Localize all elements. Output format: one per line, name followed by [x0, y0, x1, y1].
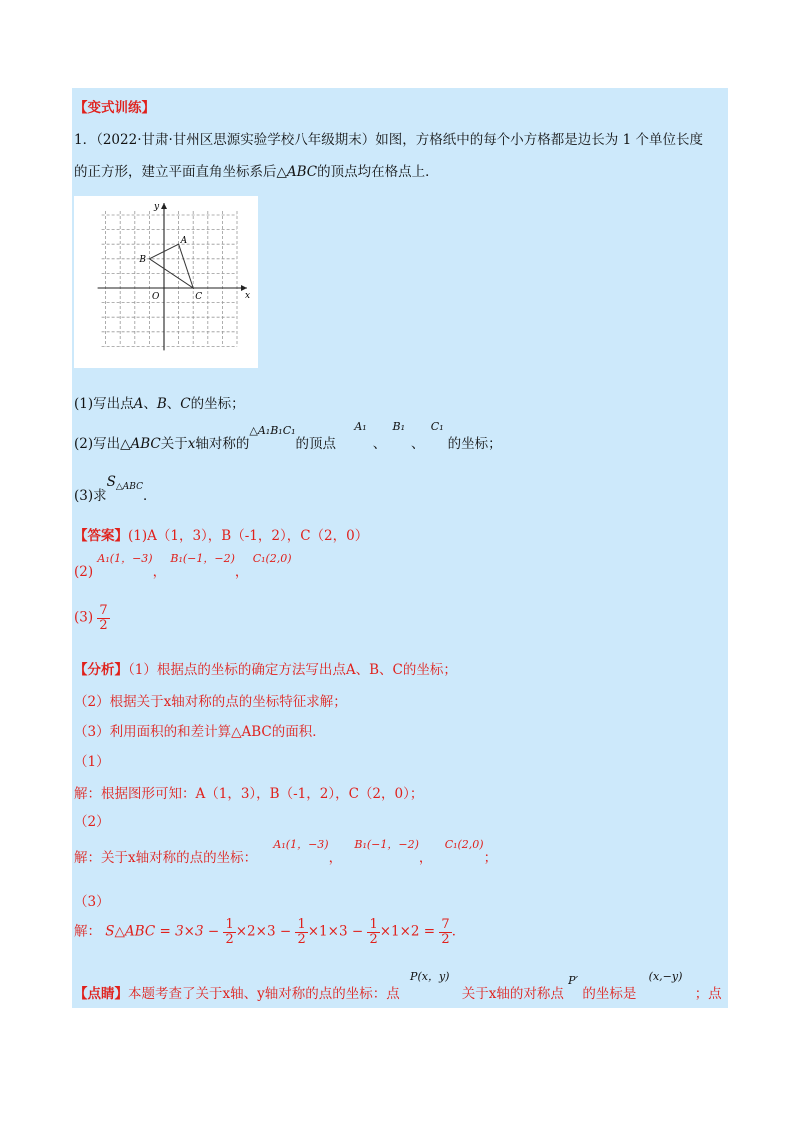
- answer-line-3: (3) $\frac{7}{2}$: [74, 603, 108, 633]
- part-3: (3)求$S_{\triangle ABC}$．: [74, 474, 157, 504]
- answer-fraction: $\frac{7}{2}$: [99, 603, 108, 633]
- answer-line-1: 【答案】(1)A（1，3），B（-1，2），C（2，0）: [74, 528, 369, 544]
- solution-step-1: 解：根据图形可知：A（1，3），B（-1，2），C（2，0）；: [74, 786, 424, 802]
- point-a-label: A: [180, 236, 188, 247]
- y-axis-arrow: [161, 203, 167, 209]
- analysis-line-2: （2）根据关于x轴对称的点的坐标特征求解；: [74, 694, 347, 710]
- part-2: (2)写出△ABC关于x轴对称的$^{\triangle A_1B_1C_1}$的顶点 $^{A_1}$、 $^{B_1}$、 $^{C_1}$的坐标；: [74, 420, 502, 452]
- origin-label: O: [152, 292, 160, 302]
- point-c-label: C: [195, 292, 203, 302]
- solution-step-3-label: （3）: [74, 894, 110, 910]
- solution-step-2: 解：关于x轴对称的点的坐标： $^{A_1(1,-3)}$， $^{B_1(-1,-2)}$， $^{C_1(2,0)}$；: [74, 838, 498, 866]
- analysis-line-3: （3）利用面积的和差计算△ABC的面积．: [74, 724, 326, 740]
- coordinate-grid: [74, 196, 258, 368]
- y-axis-label: y: [154, 202, 160, 212]
- section-title: 【变式训练】: [74, 100, 155, 116]
- x-axis-label: x: [245, 291, 251, 301]
- solution-step-3: 解： S△ABC = 3×3 − $\frac{1}{2}$ ×2×3 − $\frac{1}{2}$ ×1×3 − $\frac{1}{2}$ ×1×2 = $\frac{7}{2}$ ．: [74, 917, 466, 947]
- question-line-1: 1．（2022·甘肃·甘州区思源实验学校八年级期末）如图，方格纸中的每个小方格都是边长为 1 个单位长度: [74, 132, 703, 148]
- triangle-abc: [149, 244, 193, 288]
- comment-line: 【点睛】本题考查了关于x轴、y轴对称的点的坐标：点 $^{P(x,y)}$ 关于x轴的对称点 $^{P'}$ 的坐标是 $^{(x,-y)}$ ；点: [74, 970, 722, 1002]
- part-1: (1)写出点A、B、C的坐标；: [74, 396, 245, 412]
- solution-step-2-label: （2）: [74, 814, 110, 830]
- analysis-line-1: 【分析】（1）根据点的坐标的确定方法写出点A、B、C的坐标；: [74, 662, 457, 678]
- coordinate-figure: [74, 196, 258, 368]
- point-b-label: B: [139, 254, 147, 265]
- question-line-2: 的正方形，建立平面直角坐标系后△ABC的顶点均在格点上．: [74, 164, 439, 180]
- answer-line-2: (2) $^{A_1(1,-3)}$， $^{B_1(-1,-2)}$， $^{C_1(2,0)}$: [74, 552, 292, 580]
- solution-step-1-label: （1）: [74, 754, 110, 770]
